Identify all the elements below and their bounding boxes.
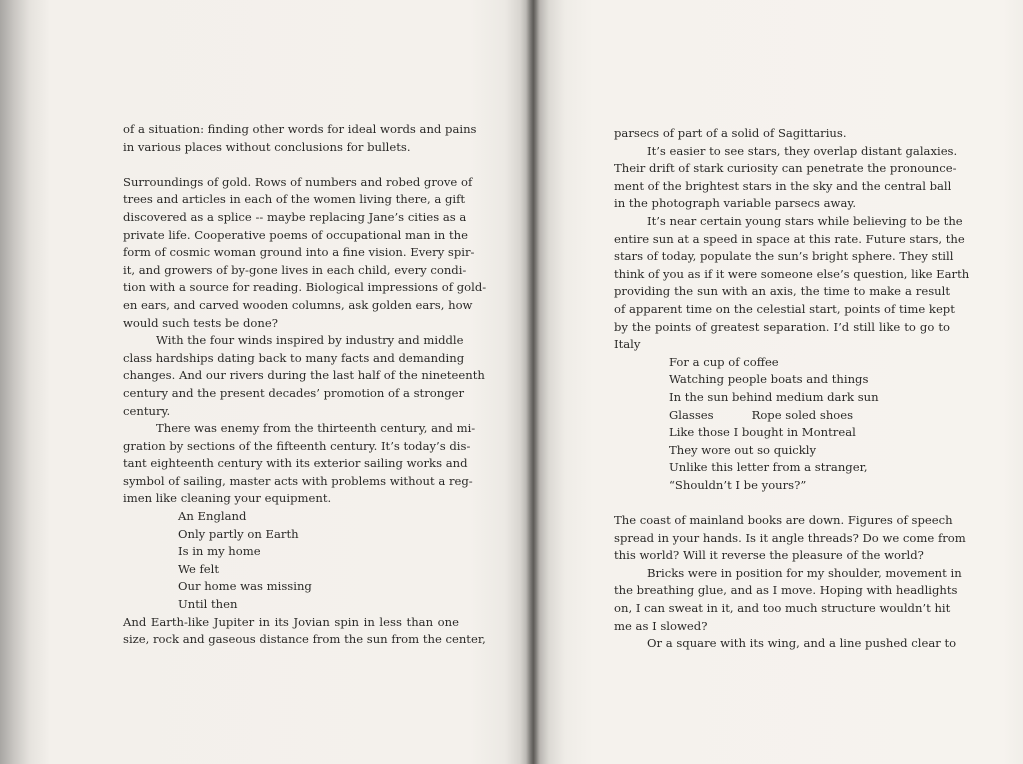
left-text-line: of a situation: finding other words for ideal words and pains [123, 122, 477, 136]
right-verse-line [614, 407, 950, 425]
left-verse-line: Until then [178, 597, 238, 612]
left-verse-line: We felt [178, 561, 220, 576]
left-paragraph-start-line: There was enemy from the thirteenth century, and mi- [156, 421, 476, 436]
left-verse-line: Our home was missing [178, 579, 312, 594]
right-paragraph-start-line: Bricks were in position for my shoulder, movement in [647, 565, 962, 580]
right-paragraph-start-line: It’s near certain young stars while believing to be the [647, 213, 963, 228]
right-paragraph-end-line: in the photograph variable parsecs away. [614, 196, 857, 211]
right-text-line: The coast of mainland books are down. Figures of speech [614, 513, 953, 528]
right-verse-line: They wore out so quickly [669, 442, 817, 457]
right-paragraph-end-line: parsecs of part of a solid of Sagittarius. [614, 126, 847, 140]
left-text-line: discovered as a splice -- maybe replacing Jane’s cities as a [123, 209, 467, 224]
left-paragraph-end-line: in various places without conclusions for bullets. [123, 139, 411, 154]
left-text-line: en ears, and carved wooden columns, ask golden ears, how [123, 297, 473, 312]
book-gutter [526, 0, 540, 764]
right-text-line: of apparent time on the celestial start, points of time kept [614, 301, 955, 316]
left-text-line: it, and growers of by-gone lives in each child, every condi- [123, 262, 467, 277]
left-paragraph-end-line: imen like cleaning your equipment. [123, 491, 332, 506]
left-text-line: tant eighteenth century with its exterior sailing works and [123, 456, 468, 471]
left-text-line: gration by sections of the fifteenth century. It’s today’s dis- [123, 438, 471, 453]
right-text-line: Their drift of stark curiosity can penetrate the pronounce- [614, 161, 957, 176]
left-text-line: class hardships dating back to many facts and demanding [123, 350, 465, 365]
left-text-line: Surroundings of gold. Rows of numbers and robed grove of [123, 174, 473, 189]
left-paragraph-end-line: would such tests be done? [123, 315, 278, 330]
left-page-text [123, 121, 487, 649]
right-text-line: providing the sun with an axis, the time to make a result [614, 284, 950, 299]
left-paragraph-start-line: With the four winds inspired by industry and middle [156, 333, 464, 348]
right-verse-fragment: Glasses [669, 407, 714, 422]
right-verse-line: Watching people boats and things [669, 372, 869, 387]
right-paragraph-start-line: It’s easier to see stars, they overlap distant galaxies. [647, 143, 958, 158]
left-text-line: tion with a source for reading. Biological impressions of gold- [123, 280, 487, 295]
right-blank-line [614, 494, 950, 512]
left-blank-line [123, 156, 459, 174]
right-text-line: spread in your hands. Is it angle threads? Do we come from [614, 530, 966, 545]
left-text-line: And Earth-like Jupiter in its Jovian spin in less than one [123, 614, 459, 629]
left-text-line: century and the present decades’ promotion of a stronger [123, 385, 465, 400]
right-text-line: on, I can sweat in it, and too much structure wouldn’t hit [614, 601, 951, 616]
right-verse-fragment: Rope soled shoes [751, 407, 854, 422]
left-text-line: form of cosmic woman ground into a fine vision. Every spir- [123, 245, 475, 260]
right-paragraph-end-line: me as I slowed? [614, 618, 708, 633]
right-verse-line: In the sun behind medium dark sun [669, 389, 879, 404]
left-text-line: trees and articles in each of the women living there, a gift [123, 192, 466, 207]
left-paragraph-end-line: century. [123, 403, 171, 418]
right-text-line: stars of today, populate the sun’s bright sphere. They still [614, 249, 954, 264]
right-text-line: entire sun at a speed in space at this rate. Future stars, the [614, 231, 965, 246]
left-verse-line: Is in my home [178, 544, 261, 559]
right-text-line: by the points of greatest separation. I’d still like to go to [614, 319, 950, 334]
left-text-line: changes. And our rivers during the last half of the nineteenth [123, 368, 485, 383]
left-text-line: private life. Cooperative poems of occupational man in the [123, 227, 468, 242]
left-text-line: symbol of sailing, master acts with problems without a reg- [123, 473, 473, 488]
right-text-line: think of you as if it were someone else’s question, like Earth [614, 266, 970, 281]
left-text-line: size, rock and gaseous distance from the sun from the center, [123, 632, 486, 647]
right-text-line: the breathing glue, and as I move. Hoping with headlights [614, 583, 958, 598]
right-verse-line: For a cup of coffee [669, 354, 779, 369]
right-verse-line: Like those I bought in Montreal [669, 425, 856, 440]
left-verse-line: Only partly on Earth [178, 526, 299, 541]
right-paragraph-end-line: Italy [614, 337, 641, 352]
right-paragraph-end-line: this world? Will it reverse the pleasure of the world? [614, 548, 924, 563]
right-page-text [614, 125, 970, 653]
left-verse-line: An England [178, 509, 247, 524]
right-paragraph-start-line: Or a square with its wing, and a line pushed clear to [647, 636, 957, 651]
right-text-line: ment of the brightest stars in the sky and the central ball [614, 178, 952, 193]
right-verse-line: “Shouldn’t I be yours?” [669, 477, 807, 492]
right-verse-line: Unlike this letter from a stranger, [669, 460, 868, 475]
